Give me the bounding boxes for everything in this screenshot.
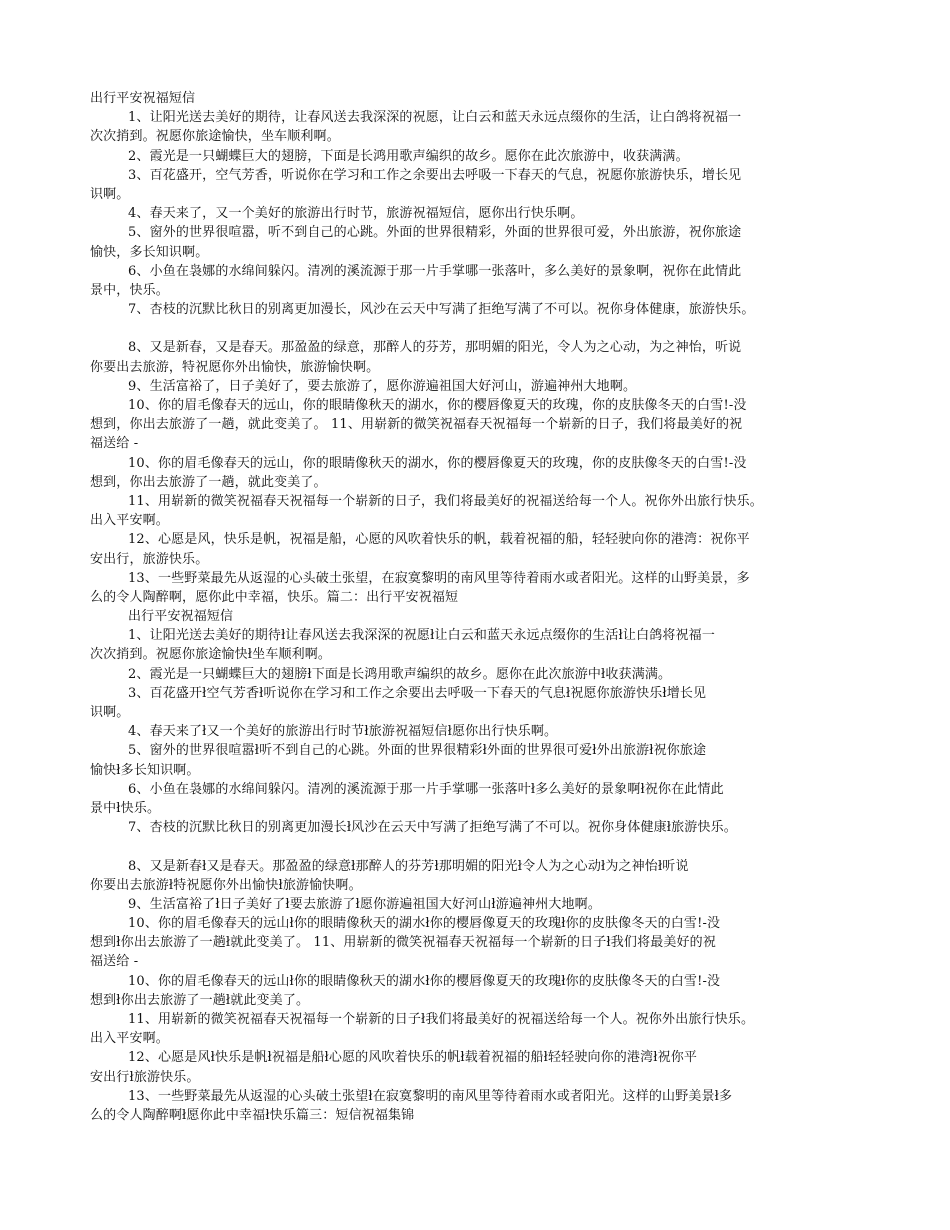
text-line: 识啊。	[90, 186, 130, 202]
text-line: 13、一些野菜最先从返湿的心头破土张望ł在寂寞黎明的南风里等待着雨水或者阳光。这样的山野美景ł多	[128, 1088, 733, 1104]
text-line: 福送给 -	[90, 436, 139, 452]
text-line: 6、小鱼在袅娜的水绵间躲闪。清冽的溪流源于那一片手掌哪一张落叶ł多么美好的景象啊ł祝你在此情此	[128, 781, 724, 797]
text-line: 1、让阳光送去美好的期待，让春风送去我深深的祝愿，让白云和蓝天永远点缀你的生活，让白鸽将祝福一	[128, 110, 742, 126]
text-line: 5、窗外的世界很喧嚣ł听不到自己的心跳。外面的世界很精彩ł外面的世界很可爱ł外出旅游ł祝你旅途	[128, 743, 707, 759]
text-line: 出行平安祝福短信	[128, 609, 234, 625]
text-line: 1、让阳光送去美好的期待ł让春风送去我深深的祝愿ł让白云和蓝天永远点缀你的生活ł让白鸽将祝福一	[128, 628, 715, 644]
text-line: 出入平安啊。	[90, 1031, 169, 1047]
text-line: 景中，快乐。	[90, 282, 169, 298]
text-line: 10、你的眉毛像春天的远山，你的眼睛像秋天的湖水，你的樱唇像夏天的玫瑰，你的皮肤像冬天的白雪!-没	[128, 398, 747, 413]
text-line: 5、窗外的世界很喧嚣，听不到自己的心跳。外面的世界很精彩，外面的世界很可爱，外出旅游，祝你旅途	[128, 225, 742, 241]
blank-line	[90, 837, 860, 856]
text-line: 11、用崭新的微笑祝福春天祝福每一个崭新的日子ł我们将最美好的祝福送给每一个人。祝你外出旅行快乐。	[128, 1012, 755, 1027]
text-line: 次次捎到。祝愿你旅途愉快，坐车顺利啊。	[90, 129, 340, 145]
text-line: 3、百花盛开，空气芳香，听说你在学习和工作之余要出去呼吸一下春天的气息，祝愿你旅游快乐，增长见	[128, 167, 742, 183]
text-line: 2、霞光是一只蝴蝶巨大的翅膀ł下面是长鸿用歌声编织的故乡。愿你在此次旅游中ł收获满满。	[128, 666, 672, 682]
text-line: 10、你的眉毛像春天的远山ł你的眼睛像秋天的湖水ł你的樱唇像夏天的玫瑰ł你的皮肤像冬天的白雪!-没	[128, 973, 721, 989]
text-line: 2、霞光是一只蝴蝶巨大的翅膀，下面是长鸿用歌声编织的故乡。愿你在此次旅游中，收获满满。	[128, 148, 689, 164]
text-line: 9、生活富裕了，日子美好了，要去旅游了，愿你游遍祖国大好河山，游遍神州大地啊。	[128, 378, 637, 394]
text-line: 出入平安啊。	[90, 513, 169, 529]
text-line: 12、心愿是风，快乐是帆，祝福是船，心愿的风吹着快乐的帆，载着祝福的船，轻轻驶向你的港湾：祝你平	[128, 532, 750, 548]
text-line: 13、一些野菜最先从返湿的心头破土张望，在寂寞黎明的南风里等待着雨水或者阳光。这样的山野美景，多	[128, 570, 750, 586]
text-line: 8、又是新春ł又是春天。那盈盈的绿意ł那醉人的芬芳ł那明媚的阳光ł令人为之心动ł为之神怡ł听说	[128, 858, 689, 874]
text-line: 想到，你出去旅游了一趟，就此变美了。	[90, 474, 327, 490]
text-line: 10、你的眉毛像春天的远山ł你的眼睛像秋天的湖水ł你的樱唇像夏天的玫瑰ł你的皮肤像冬天的白雪!-没	[128, 916, 721, 932]
text-line: 11、用崭新的微笑祝福春天祝福每一个崭新的日子，我们将最美好的祝福送给每一个人。祝你外出旅行快乐。	[128, 493, 763, 509]
text-line: 9、生活富裕了ł日子美好了ł要去旅游了ł愿你游遍祖国大好河山ł游遍神州大地啊。	[128, 896, 601, 912]
blank-line	[90, 319, 860, 338]
text-line: 7、杏枝的沉默比秋日的别离更加漫长，风沙在云天中写满了拒绝写满了不可以。祝你身体健康，旅游快乐。	[128, 302, 755, 318]
text-line: 8、又是新春，又是春天。那盈盈的绿意，那醉人的芬芳，那明媚的阳光，令人为之心动，为之神怡，听说	[128, 340, 742, 356]
text-line: 福送给 -	[90, 954, 139, 970]
text-line: 次次捎到。祝愿你旅途愉快ł坐车顺利啊。	[90, 647, 332, 663]
text-line: 识啊。	[90, 705, 130, 720]
document-page	[90, 89, 860, 1125]
text-line: 4、春天来了，又一个美好的旅游出行时节，旅游祝福短信，愿你出行快乐啊。	[128, 206, 584, 222]
text-line: 3、百花盛开ł空气芳香ł听说你在学习和工作之余要出去呼吸一下春天的气息ł祝愿你旅游快乐ł增长见	[128, 685, 707, 701]
text-line: 愉快ł多长知识啊。	[90, 762, 200, 778]
text-line: 10、你的眉毛像春天的远山，你的眼睛像秋天的湖水，你的樱唇像夏天的玫瑰，你的皮肤像冬天的白雪!-没	[128, 455, 747, 471]
text-line: 么的令人陶醉啊，愿你此中幸福，快乐。篇二：出行平安祝福短	[90, 589, 459, 605]
text-line: 安出行，旅游快乐。	[90, 551, 209, 567]
text-line: 7、杏枝的沉默比秋日的别离更加漫长ł风沙在云天中写满了拒绝写满了不可以。祝你身体健康ł旅游快乐。	[128, 820, 737, 836]
text-line: 4、春天来了ł又一个美好的旅游出行时节ł旅游祝福短信ł愿你出行快乐啊。	[128, 724, 558, 740]
text-line: 6、小鱼在袅娜的水绵间躲闪。清冽的溪流源于那一片手掌哪一张落叶，多么美好的景象啊，祝你在此情此	[128, 263, 742, 279]
text-line: 想到ł你出去旅游了一趟ł就此变美了。 11、用崭新的微笑祝福春天祝福每一个崭新的日子ł我们将最美好的祝	[90, 935, 716, 951]
text-line: 想到ł你出去旅游了一趟ł就此变美了。	[90, 992, 310, 1008]
text-line: 么的令人陶醉啊ł愿你此中幸福ł快乐篇三：短信祝福集锦	[90, 1107, 415, 1123]
text-line: 12、心愿是风ł快乐是帆ł祝福是船ł心愿的风吹着快乐的帆ł载着祝福的船ł轻轻驶向你的港湾ł祝你平	[128, 1050, 698, 1066]
text-line: 你要出去旅游ł特祝愿你外出愉快ł旅游愉快啊。	[90, 877, 362, 893]
text-line: 愉快，多长知识啊。	[90, 244, 209, 260]
text-line: 安出行ł旅游快乐。	[90, 1069, 200, 1085]
text-line: 想到，你出去旅游了一趟，就此变美了。 11、用崭新的微笑祝福春天祝福每一个崭新的日子，我们将最美好的祝	[90, 417, 743, 433]
text-line: 你要出去旅游，特祝愿你外出愉快，旅游愉快啊。	[90, 359, 380, 375]
text-line: 景中ł快乐。	[90, 800, 161, 816]
text-line: 出行平安祝福短信	[90, 91, 196, 106]
